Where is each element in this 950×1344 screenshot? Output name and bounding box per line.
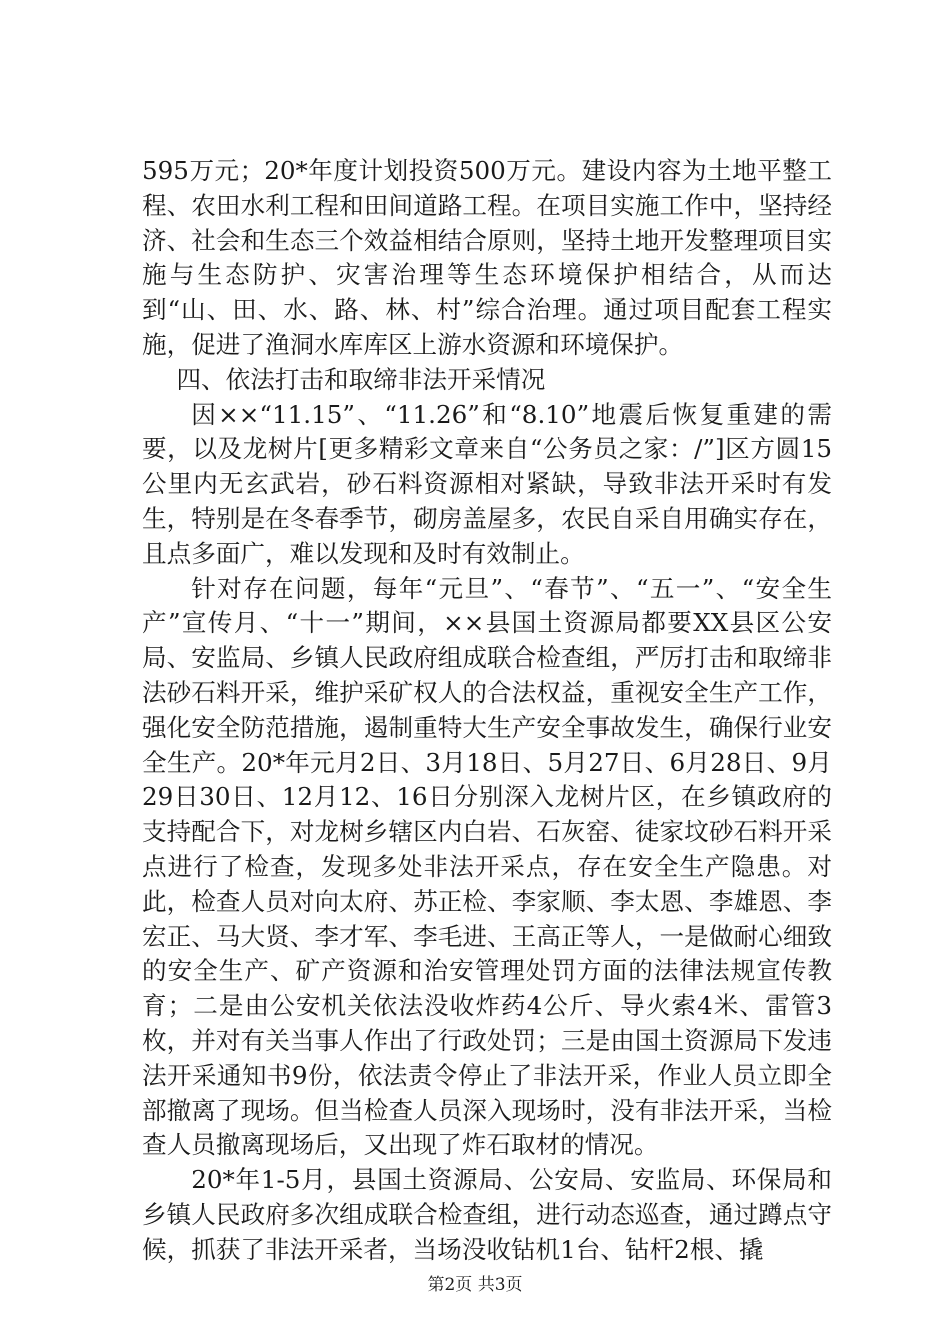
paragraph-investment: 595万元；20*年度计划投资500万元。建设内容为土地平整工程、农田水利工程和田间道路工程。在项目实施工作中，坚持经济、社会和生态三个效益相结合原则，坚持土地开发整理项目实施与生态防护、灾害治理等生态环境保护相结合，从而达到“山、田、水、路、林、村”综合治理。通过项目配套工程实施，促进了渔洞水库库区上游水资源和环境保护。 — [142, 156, 832, 359]
paragraph-background: 因××“11.15”、“11.26”和“8.10”地震后恢复重建的需要，以及龙树片[更多精彩文章来自“公务员之家：/”]区方圆15公里内无玄武岩，砂石料资源相对紧缺，导致非法开采时有发生，特别是在冬春季节，砌房盖屋多，农民自采自用确实存在，且点多面广，难以发现和及时有效制止。 — [142, 399, 832, 568]
document-body — [142, 154, 832, 1268]
paragraph-joint-patrol: 20*年1-5月，县国土资源局、公安局、安监局、环保局和乡镇人民政府多次组成联合检查组，进行动态巡查，通过蹲点守候，抓获了非法开采者，当场没收钻机1台、钻杆2根、撬 — [142, 1165, 832, 1264]
page-number-footer: 第2页 共3页 — [427, 1275, 523, 1295]
paragraph-inspections: 针对存在问题，每年“元旦”、“春节”、“五一”、“安全生产”宣传月、“十一”期间，××县国土资源局都要XX县区公安局、安监局、乡镇人民政府组成联合检查组，严厉打击和取缔非法砂石料开采，维护采矿权人的合法权益，重视安全生产工作，强化安全防范措施，遏制重特大生产安全事故发生，确保行业安全生产。20*年元月2日、3月18日、5月27日、6月28日、9月29日30日、12月12、16日分别深入龙树片区，在乡镇政府的支持配合下，对龙树乡辖区内白岩、石灰窑、徒家坟砂石料开采点进行了检查，发现多处非法开采点，存在安全生产隐患。对此，检查人员对向太府、苏正检、李家顺、李太恩、李雄恩、李宏正、马大贤、李才军、李毛进、王高正等人，一是做耐心细致的安全生产、矿产资源和治安管理处罚方面的法律法规宣传教育；二是由公安机关依法没收炸药4公斤、导火索4米、雷管3枚，并对有关当事人作出了行政处罚；三是由国土资源局下发违法开采通知书9份，依法责令停止了非法开采，作业人员立即全部撤离了现场。但当检查人员深入现场时，没有非法开采，当检查人员撤离现场后，又出现了炸石取材的情况。 — [142, 573, 832, 1160]
section-heading: 四、依法打击和取缔非法开采情况 — [176, 364, 546, 394]
